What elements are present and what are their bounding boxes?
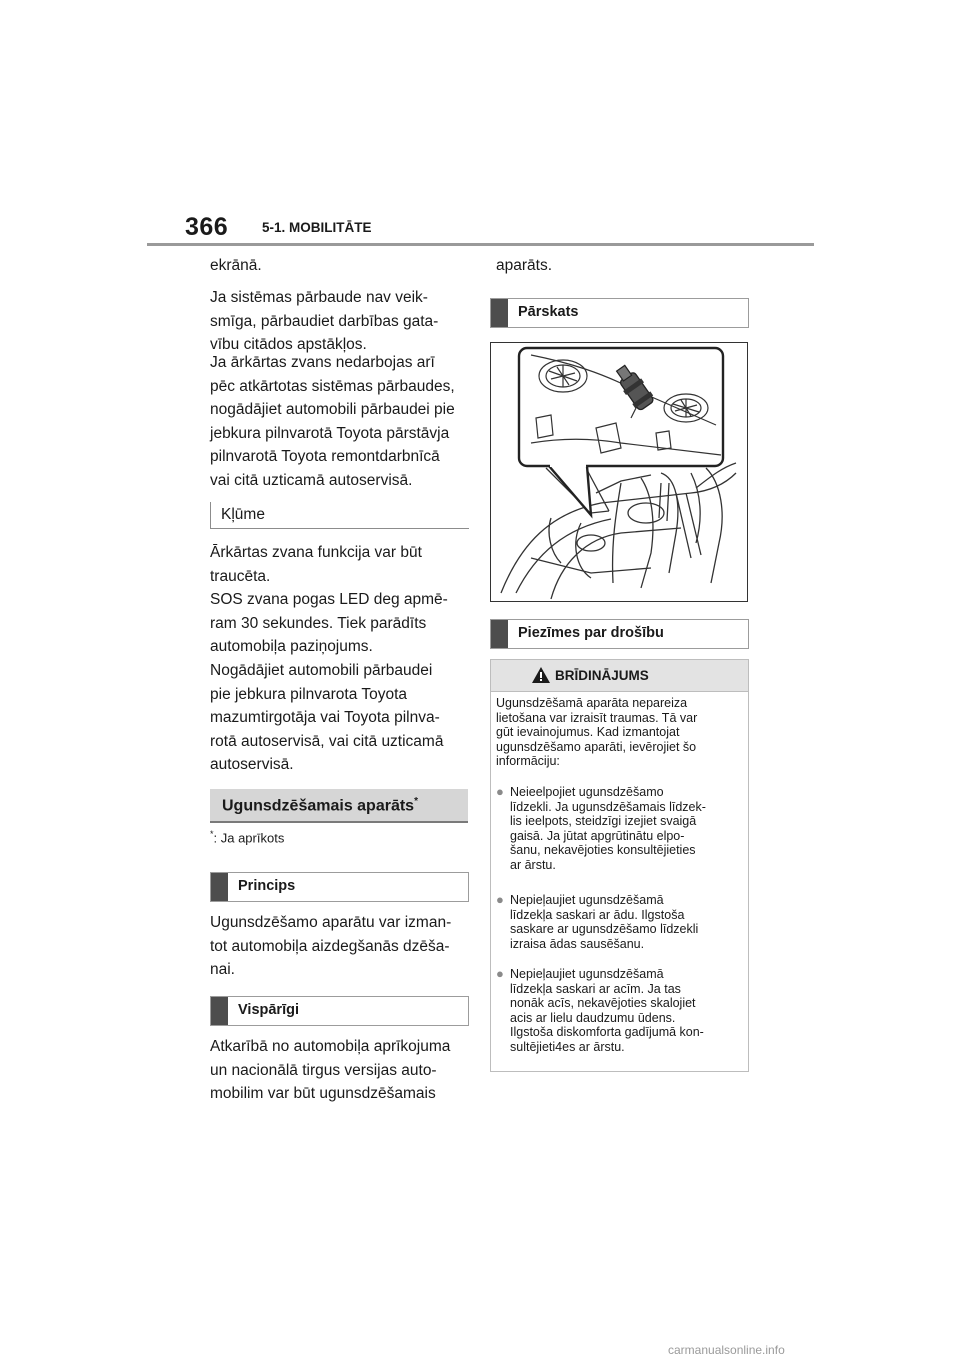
heading-overview — [490, 298, 749, 328]
heading-tab — [211, 873, 228, 901]
warning-header — [491, 660, 748, 692]
footnote-text: : Ja aprīkots — [213, 830, 285, 846]
warning-intro: Ugunsdzēšamā aparāta nepareiza lietošana var izraisīt traumas. Tā var gūt ievainojumus. Kad izmantojat ugunsdzēšamo aparāti, ievērojiet šo informāciju: — [496, 696, 698, 769]
header-divider — [147, 243, 814, 246]
warning-title: BRĪDINĀJUMS — [555, 668, 649, 683]
warning-bullet-skin: Nepieļaujiet ugunsdzēšamā līdzekļa saskari ar ādu. Ilgstoša saskare ar ugunsdzēšamo līdzekli izraisa ādas sausēšanu. — [510, 893, 699, 951]
subheading-fault-label: Kļūme — [221, 506, 265, 523]
subheading-fault — [210, 502, 469, 529]
heading-safety-notes-label: Piezīmes par drošību — [518, 625, 664, 641]
car-interior-drawing — [491, 343, 747, 601]
footnote-mark: * — [210, 829, 214, 839]
page-number: 366 — [185, 213, 229, 241]
heading-overview-label: Pārskats — [518, 304, 579, 320]
footer-watermark: carmanualsonline.info — [668, 1343, 785, 1357]
asterisk-mark: * — [414, 796, 418, 807]
warning-box — [490, 659, 749, 1072]
warning-bullet-eyes: Nepieļaujiet ugunsdzēšamā līdzekļa saskari ar acīm. Ja tas nonāk acīs, nekavējoties skalojiet acis ar lielu daudzumu ūdens. Ilgstoša diskomforta gadījumā kon- sultējieti4es ar ārstu. — [510, 967, 704, 1054]
paragraph-check-failed: Ja sistēmas pārbaude nav veik- smīga, pārbaudiet darbības gata- vību citādos apstākļos. — [210, 289, 439, 353]
heading-general-label: Vispārīgi — [238, 1002, 299, 1018]
fire-extinguisher-illustration — [490, 342, 748, 602]
bullet-icon: ● — [496, 784, 504, 799]
paragraph-screen: ekrānā. — [210, 257, 262, 274]
heading-safety-notes — [490, 619, 749, 649]
heading-tab — [491, 299, 508, 327]
paragraph-not-working: Ja ārkārtas zvans nedarbojas arī pēc atkārtotas sistēmas pārbaudes, nogādājiet automobili pārbaudei pie jebkura pilnvarotā Toyota pārstāvja pilnvarotā Toyota remontdarbnīcā vai citā uzticamā autoservisā. — [210, 354, 455, 489]
heading-tab — [211, 997, 228, 1025]
warning-triangle-icon — [532, 667, 550, 683]
warning-bullet-inhale: Neieelpojiet ugunsdzēšamo līdzekli. Ja ugunsdzēšamais līdzek- lis ieelpots, steidzīgi izejiet svaigā gaisā. Ja jūtat apgrūtinātu elpo- šanu, nekavējoties konsultējieties ar ārstu. — [510, 785, 706, 872]
paragraph-sos-led: SOS zvana pogas LED deg apmē- ram 30 sekundes. Tiek parādīts automobiļa paziņojums. — [210, 591, 448, 655]
paragraph-disturbed: Ārkārtas zvana funkcija var būt traucēta. — [210, 544, 422, 585]
bullet-icon: ● — [496, 892, 504, 907]
heading-principle-label: Princips — [238, 878, 296, 894]
heading-general — [210, 996, 469, 1026]
bullet-icon: ● — [496, 966, 504, 981]
paragraph-principle: Ugunsdzēšamo aparātu var izman- tot automobiļa aizdegšanās dzēša- nai. — [210, 914, 452, 978]
paragraph-continued: aparāts. — [496, 257, 553, 274]
paragraph-take-to-dealer: Nogādājiet automobili pārbaudei pie jebkura pilnvarota Toyota mazumtirgotāja vai Toyota pilnva- rotā autoservisā, vai citā uzticamā autoservisā. — [210, 662, 444, 773]
heading-principle — [210, 872, 469, 902]
heading-fire-extinguisher — [210, 789, 468, 823]
heading-fire-extinguisher-label: Ugunsdzēšamais aparāts — [222, 797, 415, 815]
heading-tab — [491, 620, 508, 648]
paragraph-general: Atkarībā no automobiļa aprīkojuma un nacionālā tirgus versijas auto- mobilim var būt ugunsdzēšamais — [210, 1038, 451, 1102]
section-title: 5-1. MOBILITĀTE — [262, 220, 372, 235]
footnote — [210, 829, 284, 845]
